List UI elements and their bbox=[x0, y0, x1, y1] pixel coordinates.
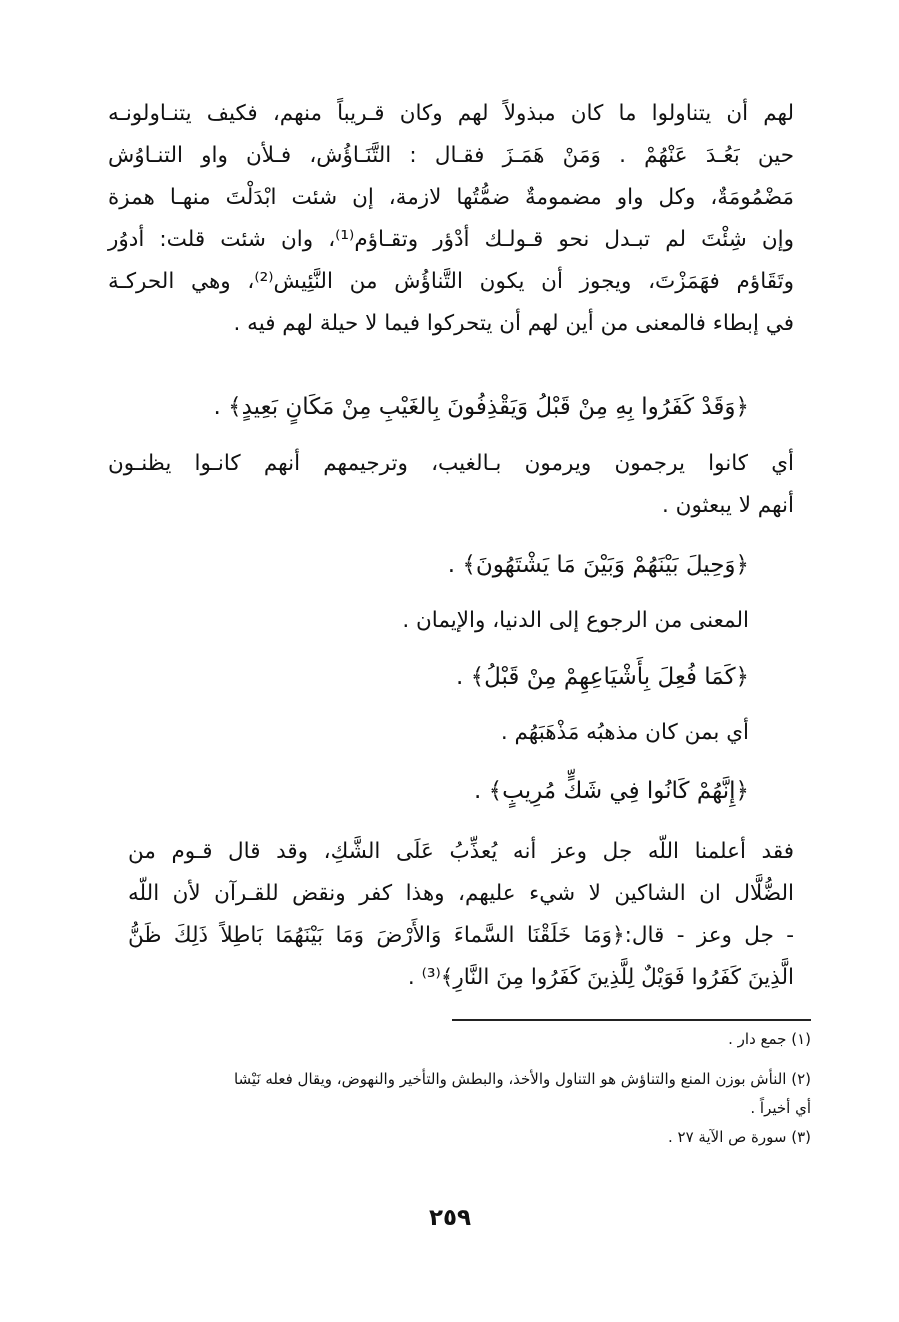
footnote-separator bbox=[452, 1019, 811, 1021]
paragraph-4: أي بمن كان مذهبُه مَذْهَبَهُم . bbox=[500, 720, 749, 745]
text-line: أنهم لا يبعثون . bbox=[661, 493, 794, 518]
text-line: لهم أن يتناولوا ما كان مبذولاً لهم وكان قـريباً منهم، فكيف يتنـاولونـه bbox=[108, 101, 794, 126]
text-line: أي كانوا يرجمون ويرمون بـالغيب، وترجيمهم أنهم كانـوا يظنـون bbox=[108, 451, 794, 476]
quran-verse-2: ﴿وَحِيلَ بَيْنَهُمْ وَبَيْنَ مَا يَشْتَهُونَ﴾ . bbox=[447, 552, 749, 578]
paragraph-5 bbox=[128, 831, 794, 999]
quran-verse-1: ﴿وَقَدْ كَفَرُوا بِهِ مِنْ قَبْلُ وَيَقْذِفُونَ بِالغَيْبِ مِنْ مَكَانٍ بَعِيدٍ﴾ . bbox=[213, 394, 749, 420]
quran-verse-3: ﴿كَمَا فُعِلَ بِأَشْيَاعِهِمْ مِنْ قَبْلُ﴾ . bbox=[455, 664, 749, 690]
paragraph-1 bbox=[108, 93, 794, 345]
text-line: - جل وعز - قال:﴿وَمَا خَلَقْنَا السَّماءَ وَالأَرْضَ وَمَا بَيْنَهُمَا بَاطِلاً ذَلِكَ ظَنُّ bbox=[128, 923, 794, 948]
text-line: وإن شِئْتَ لم تبـدل نحو قـولـك أدْؤر وتقـاؤم⁽¹⁾، وان شئت قلت: أدوُر bbox=[108, 227, 794, 252]
footnote-2-continued: أي أخيراً . bbox=[750, 1099, 811, 1117]
footnote-1: (١) جمع دار . bbox=[728, 1030, 811, 1048]
text-line: مَضْمُومَةٌ، وكل واو مضمومةٌ ضمُّتُها لازمة، إن شئت ابْدَلْتَ منهـا همزة bbox=[108, 185, 794, 210]
text-line: وتَقَاؤم فهَمَزْتَ، ويجوز أن يكون التَّناؤُش من النَّئِيش⁽²⁾، وهي الحركـة bbox=[108, 269, 794, 294]
text-line: الَّذِينَ كَفَرُوا فَوَيْلٌ لِلَّذِينَ كَفَرُوا مِنَ النَّارِ﴾⁽³⁾ . bbox=[407, 965, 794, 990]
footnote-3: (٣) سورة ص الآية ٢٧ . bbox=[667, 1128, 811, 1146]
text-line: حين بَعُـدَ عَنْهُمْ . وَمَنْ هَمَـزَ فقـال : التَّنَـاؤُش، فـلأن واو التنـاوُش bbox=[108, 143, 794, 168]
text-line: في إبطاء فالمعنى من أين لهم أن يتحركوا فيما لا حيلة لهم فيه . bbox=[233, 311, 794, 336]
page-number: ٢٥٩ bbox=[428, 1205, 472, 1231]
paragraph-2 bbox=[108, 443, 794, 527]
text-line: الضُّلَّال ان الشاكين لا شيء عليهم، وهذا كفر ونقض للقـرآن لأن اللّه bbox=[128, 881, 794, 906]
quran-verse-4: ﴿إِنَّهُمْ كَانُوا فِي شَكٍّ مُرِيبٍ﴾ . bbox=[474, 778, 749, 804]
text-line: فقد أعلمنا اللّه جل وعز أنه يُعذِّبُ عَلَى الشَّكِ، وقد قال قـوم من bbox=[128, 839, 794, 864]
paragraph-3: المعنى من الرجوع إلى الدنيا، والإيمان . bbox=[402, 608, 749, 633]
footnote-2: (٢) النأش بوزن المنع والتناؤش هو التناول والأخذ، والبطش والتأخير والنهوض، ويقال فعله نَيْشا bbox=[233, 1070, 811, 1088]
